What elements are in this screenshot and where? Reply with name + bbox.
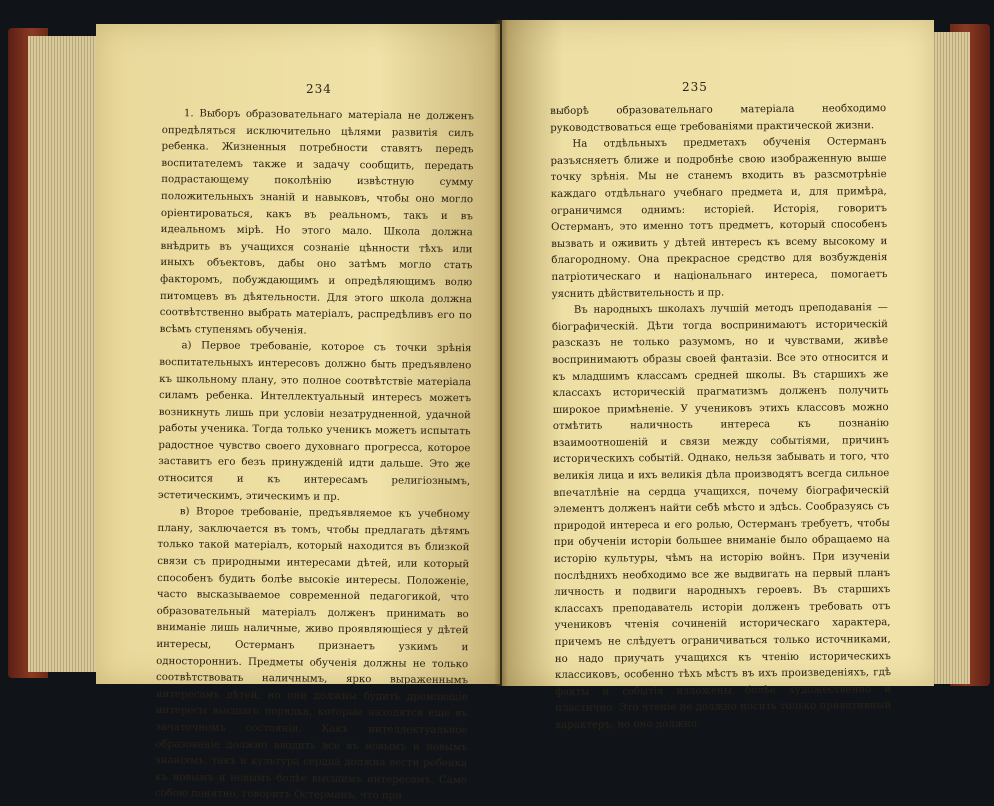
page-number: 234 bbox=[306, 82, 332, 96]
page-text bbox=[155, 106, 474, 806]
paragraph: 1. Выборъ образовательнаго матеріала не долженъ опредѣляться исключительно цѣлями развитія силъ ребенка. Жизненныя потребности ставятъ передъ воспитателемъ также и задачу сообщить, передать подрастающему поколѣнію извѣстную сумму положительныхъ знаній и навыковъ, чтобы оно могло оріентироваться, какъ въ реальномъ, такъ и въ идеальномъ мірѣ. Но этого мало. Школа должна внѣдрить въ учащихся сознаніе цѣнности тѣхъ или иныхъ объектовъ, дабы оно затѣмъ могло стать факторомъ, побуждающимъ и опредѣляющимъ волю питомцевъ въ дѣятельности. Для этого школа должна соотвѣтственно выбрать матеріалъ, распредѣливъ его по всѣмъ ступенямъ обученія. bbox=[159, 108, 474, 337]
right-page bbox=[502, 20, 934, 731]
paragraph: выборѣ образовательнаго матеріала необходимо руководствоваться еще требованіями практической жизни. bbox=[550, 103, 887, 134]
paragraph: Въ народныхъ школахъ лучшій методъ преподаванія — біографическій. Дѣти тогда воспринимаютъ историческій разсказъ не только разумомъ, но и чувствами, живѣе воспринимаютъ образы своей фантазіи. Все это относится и къ младшимъ классамъ средней школы. Въ старшихъ же классахъ историческій прагматизмъ долженъ получить широкое примѣненіе. У учениковъ этихъ классовъ можно отмѣтить наличность интереса къ познанію взаимоотношеній и связи между событіями, причинъ историческихъ событій. Однако, нельзя забывать и того, что великія лица и ихъ великія дѣла производятъ всегда сильное впечатлѣніе на сердца учащихся, почему біографическій элементъ долженъ найти себѣ мѣсто и здѣсь. Сообразуясь съ природой интереса и его ролью, Остерманъ требуетъ, чтобы при обученіи исторіи большее вниманіе было обращаемо на исторію культуры, чѣмъ на исторію войнъ. При изученіи послѣднихъ необходимо все же выдвигать на первый планъ личность и подвиги народныхъ героевъ. Въ старшихъ классахъ преподаватель исторіи долженъ требовать отъ учениковъ чтенія сочиненій историческаго характера, причемъ не слѣдуетъ ограничиваться только источниками, но надо приучать учащихся къ чтенію историческихъ классиковъ, особенно тѣхъ мѣстъ въ ихъ произведеніяхъ, гдѣ факты и событія изложены болѣе художественно и пластично. Это чтеніе не должно носить только привативный характеръ, но оно должно bbox=[551, 302, 892, 731]
page-text bbox=[550, 101, 891, 734]
page-number: 235 bbox=[682, 80, 708, 94]
paragraph: а) Первое требованіе, которое съ точки зрѣнія воспитательныхъ интересовъ должно быть предъявлено къ школьному плану, это полное соотвѣтствіе матеріала силамъ ребенка. Интеллектуальный интересъ можетъ возникнуть лишь при условіи незатрудненной, удачной работы ученика. Тогда только ученикъ можетъ испытать радостное чувство своего духовнаго прогресса, которое заставитъ его безъ принужденій идти дальше. Это же относится и къ интересамъ религіознымъ, эстетическимъ, этическимъ и пр. bbox=[157, 340, 472, 503]
paragraph: На отдѣльныхъ предметахъ обученія Остерманъ разъясняетъ ближе и подробнѣе свою изображенную выше точку зрѣнія. Мы не станемъ входить въ разсмотрѣніе каждаго отдѣльнаго учебнаго предмета и, для примѣра, ограничимся однимъ: исторіей. Исторія, говоритъ Остерманъ, это именно тотъ предметъ, который способенъ вызвать и оживить у дѣтей интересъ къ всему высокому и благородному. Она прекрасное средство для возбужденія патріотическаго и національнаго интереса, помогаетъ уяснить дѣйствительность и пр. bbox=[550, 136, 888, 300]
paragraph: в) Второе требованіе, предъявляемое къ учебному плану, заключается въ томъ, чтобы предлагать дѣтямъ только такой матеріалъ, который находится въ близкой связи съ природными интересами дѣтей, или который способенъ будить болѣе высокіе интересы. Положеніе, часто высказываемое современной педагогикой, что образовательный матеріалъ долженъ принимать во вниманіе лишь наличные, живо проявляющіеся у дѣтей интересы, Остерманъ признаетъ узкимъ и односторонниъ. Предметы обученія должны не только соотвѣтствовать наличнымъ, ярко выраженнымъ интересамъ дѣтей, но они должны будить дремлющіе интересы высшаго порядка, которые находятся еще въ зачаточномъ состояніи. Какъ интеллектуальное образованіе должно вводить все въ новымъ и новымъ знаніямъ, такъ и культура сердца должна вести ребенка къ новымъ и новымъ болѣе высшимъ интересамъ. Само собою понятно, говоритъ Остерманъ, что при bbox=[154, 506, 470, 802]
left-page bbox=[96, 24, 500, 802]
book-spine bbox=[494, 20, 508, 686]
